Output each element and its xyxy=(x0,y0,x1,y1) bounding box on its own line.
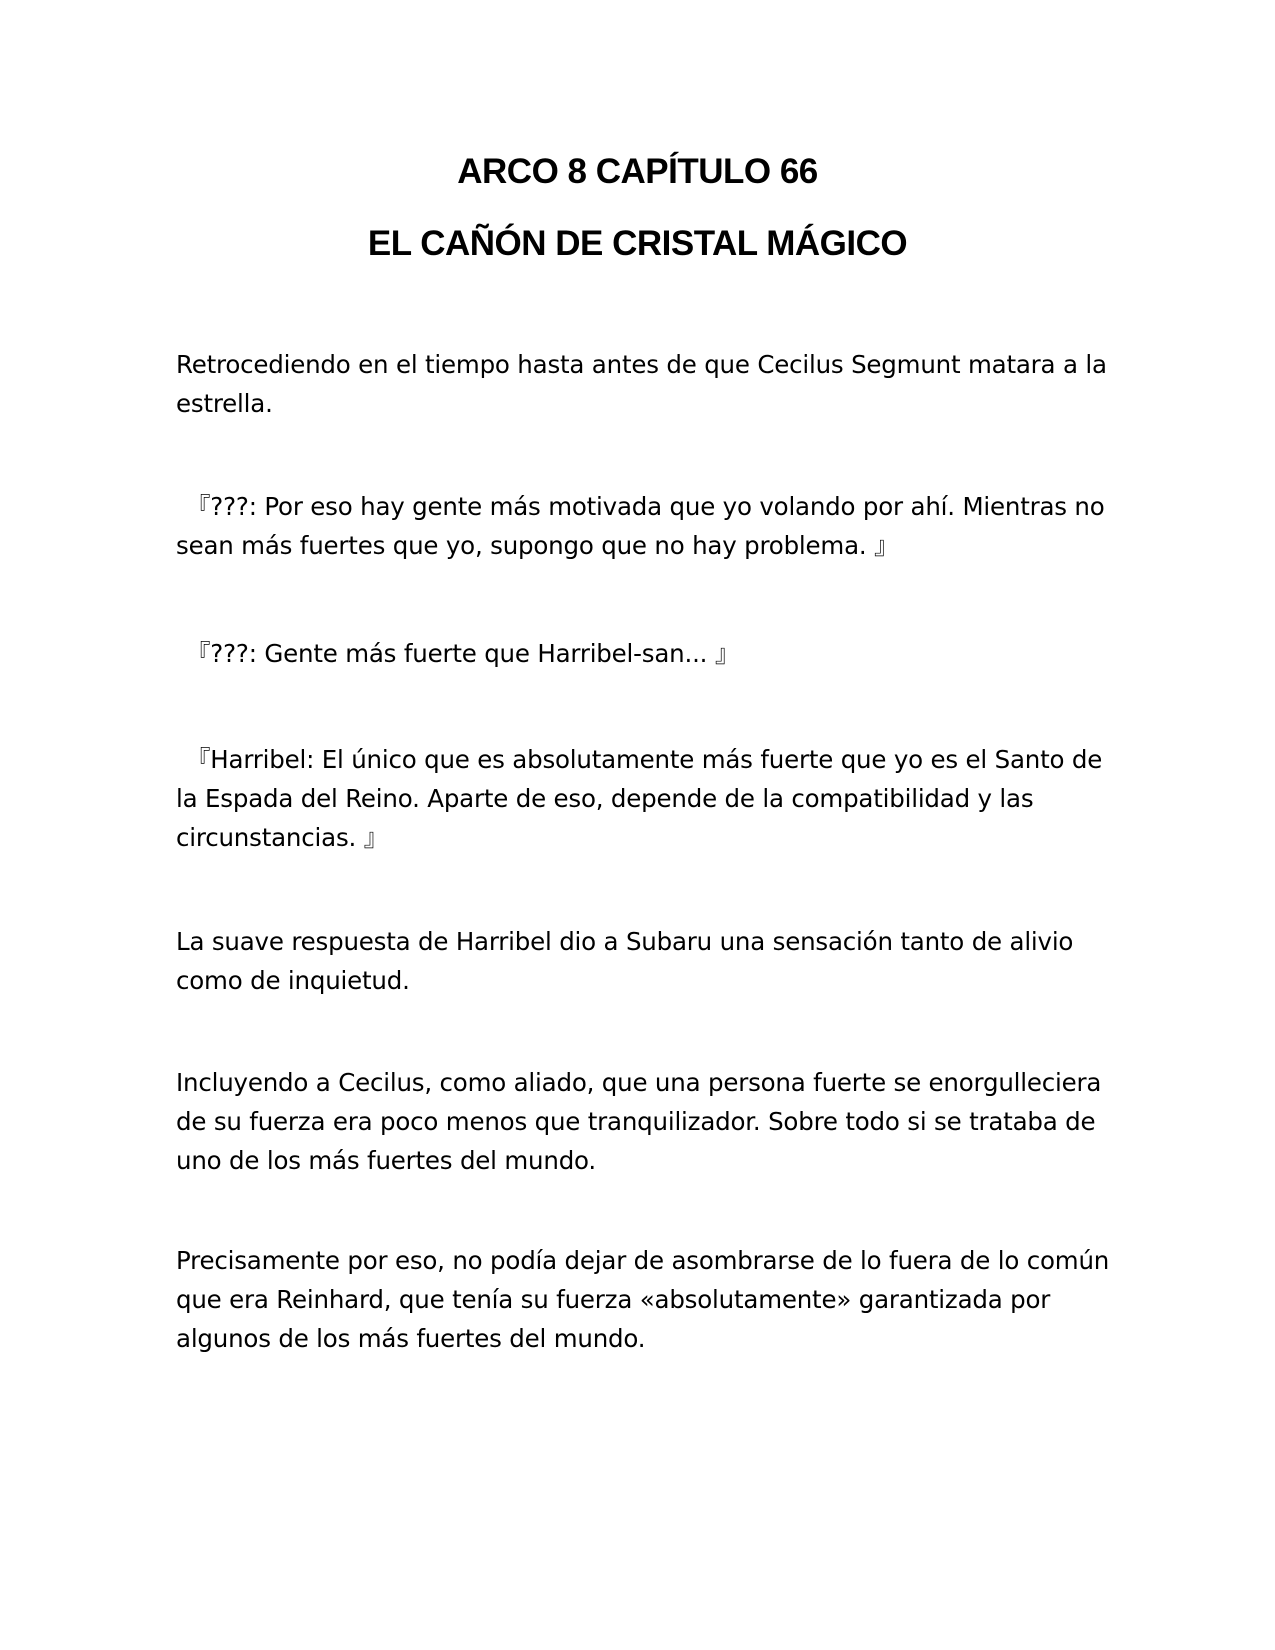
paragraph-7: Precisamente por eso, no podía dejar de asombrarse de lo fuera de lo común que era Reinhard, que tenía su fuerza «absolutamente» garantizada por algunos de los más fuertes del mundo. xyxy=(176,1246,1110,1353)
chapter-title: ARCO 8 CAPÍTULO 66 xyxy=(457,152,818,191)
dialogue-paragraph-3: 『???: Gente más fuerte que Harribel-san... 』 xyxy=(186,639,740,668)
dialogue-paragraph-4: 『Harribel: El único que es absolutamente más fuerte que yo es el Santo de la Espada del Reino. Aparte de eso, depende de la compatibilidad y las circunstancias. 』 xyxy=(176,745,1103,852)
paragraph-5: La suave respuesta de Harribel dio a Subaru una sensación tanto de alivio como de inquietud. xyxy=(176,927,1074,995)
chapter-subtitle: EL CAÑÓN DE CRISTAL MÁGICO xyxy=(367,224,908,263)
paragraph-6: Incluyendo a Cecilus, como aliado, que una persona fuerte se enorgulleciera de su fuerza era poco menos que tranquilizador. Sobre todo si se trataba de uno de los más fuertes del mundo. xyxy=(176,1068,1102,1175)
dialogue-paragraph-2: 『???: Por eso hay gente más motivada que yo volando por ahí. Mientras no sean más fuertes que yo, supongo que no hay problema. 』 xyxy=(176,492,1105,560)
paragraph-1: Retrocediendo en el tiempo hasta antes de que Cecilus Segmunt matara a la estrella. xyxy=(176,350,1107,418)
